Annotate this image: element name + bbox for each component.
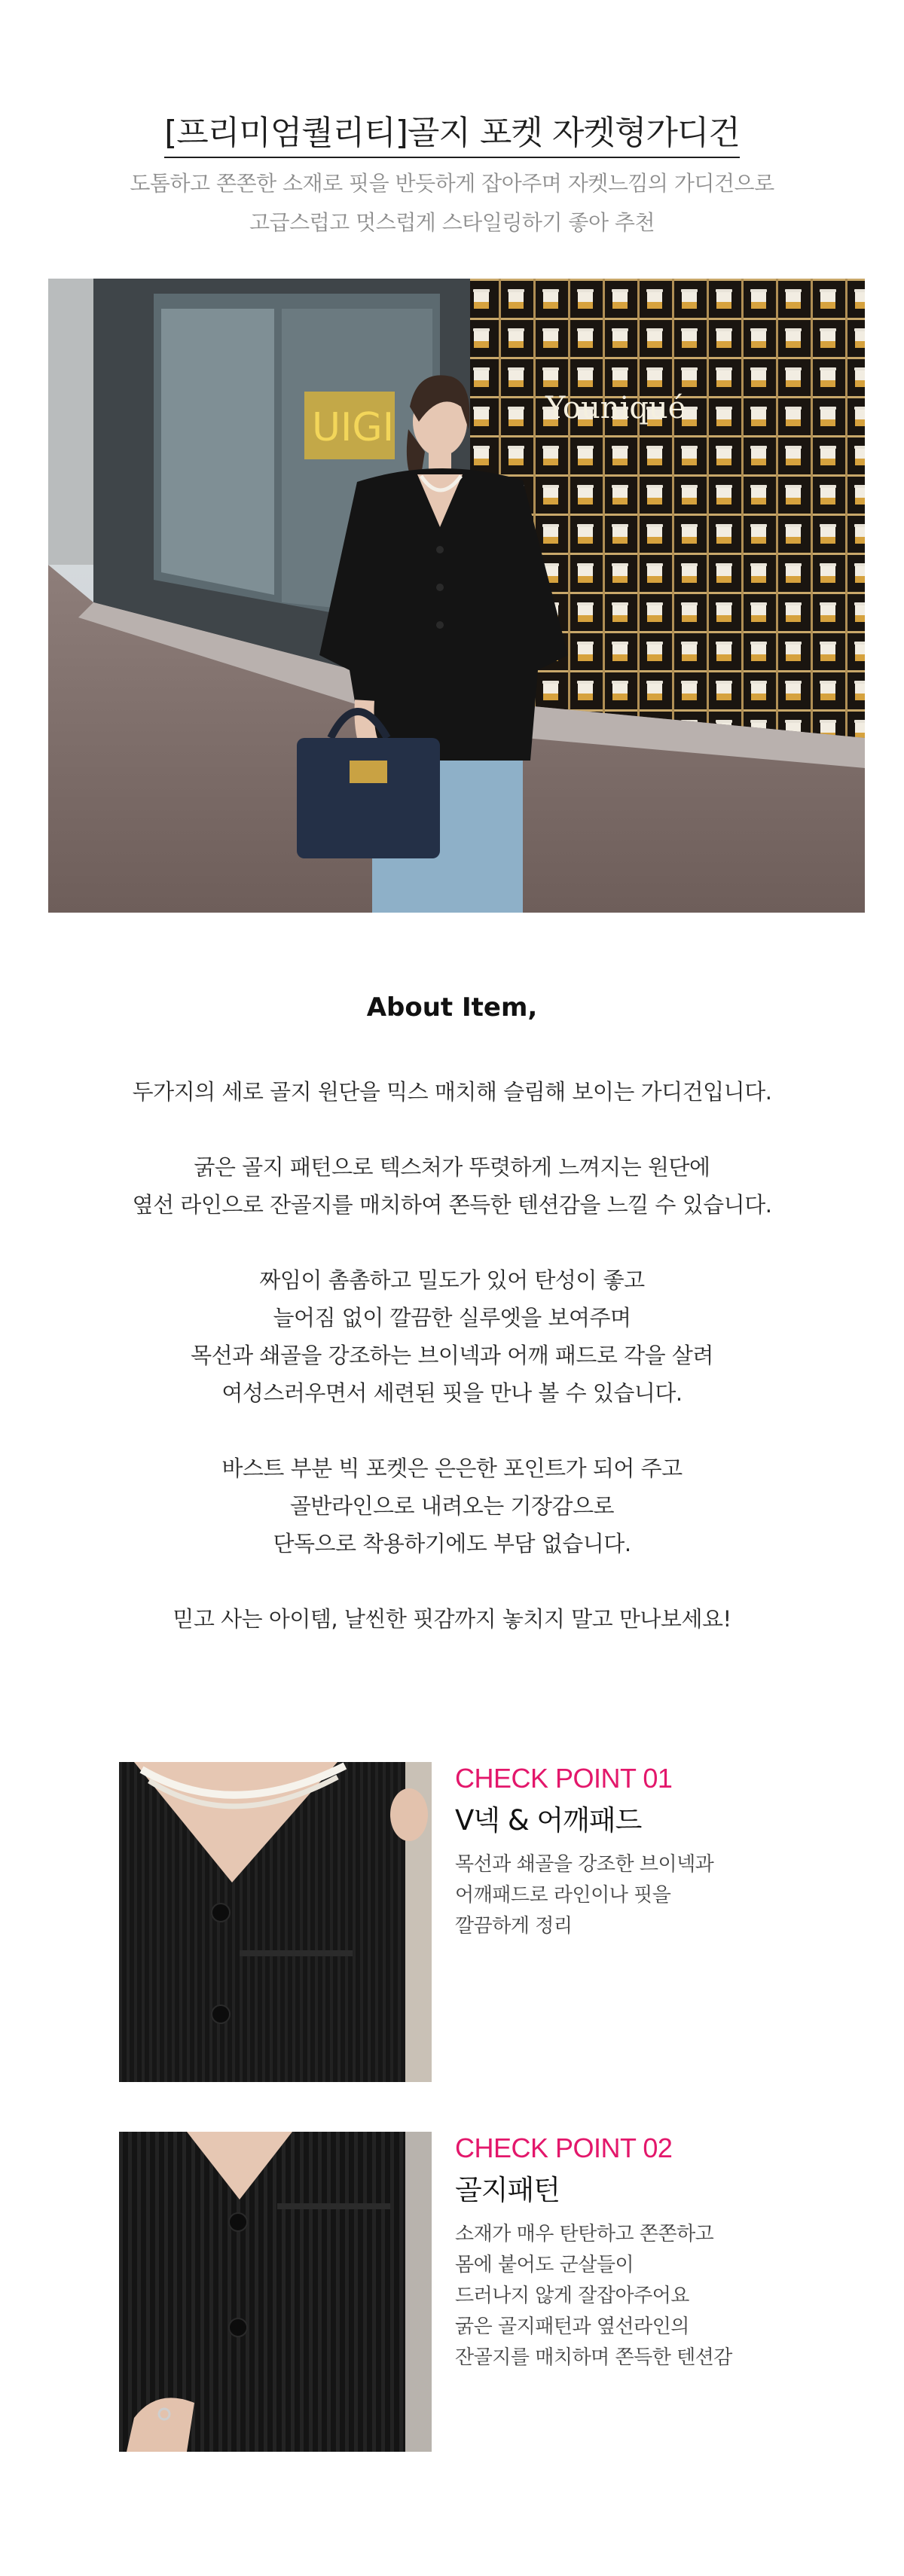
hero-photo (48, 279, 865, 913)
store-sign: Youniqué (545, 391, 686, 425)
check-point-description (455, 1849, 862, 1942)
about-line: 옆선 라인으로 잔골지를 매치하여 쫀득한 텐션감을 느낄 수 있습니다. (132, 1192, 772, 1218)
check-point-heading: 골지패턴 (455, 2174, 560, 2206)
about-paragraph (0, 1450, 904, 1562)
about-line: 굵은 골지 패턴으로 텍스처가 뚜렷하게 느껴지는 원단에 (194, 1154, 710, 1180)
about-paragraph (0, 1261, 904, 1412)
product-subtitle (0, 164, 904, 242)
about-paragraph (0, 1600, 904, 1638)
about-line: 두가지의 세로 골지 원단을 믹스 매치해 슬림해 보이는 가디건입니다. (132, 1079, 772, 1105)
about-line: 단독으로 착용하기에도 부담 없습니다. (273, 1531, 631, 1556)
product-title: [프리미엄퀄리티]골지 포켓 자켓형가디건 (164, 105, 740, 158)
about-line: 늘어짐 없이 깔끔한 실루엣을 보여주며 (273, 1305, 631, 1331)
check-point-label: CHECK POINT 01 (455, 1763, 673, 1794)
shop-window-sign: UIGI (312, 405, 395, 450)
check-point-02-image (119, 2132, 432, 2452)
check-point-heading: V넥 & 어깨패드 (455, 1804, 642, 1837)
description-line: 소재가 매우 탄탄하고 쫀쫀하고 (455, 2223, 714, 2245)
description-line: 어깨패드로 라인이나 핏을 (455, 1884, 671, 1907)
about-paragraph (0, 1073, 904, 1111)
rib-pattern-illustration (119, 2132, 432, 2452)
check-point-01-image (119, 1762, 432, 2082)
check-point-01 (119, 1762, 872, 2082)
description-line: 굵은 골지패턴과 옆선라인의 (455, 2315, 689, 2338)
description-line: 잔골지를 매치하며 쫀득한 텐션감 (455, 2346, 732, 2369)
check-point-description (455, 2219, 862, 2373)
about-line: 목선과 쇄골을 강조하는 브이넥과 어깨 패드로 각을 살려 (191, 1343, 713, 1368)
about-paragraph (0, 1148, 904, 1224)
about-line: 여성스러우면서 세련된 핏을 만나 볼 수 있습니다. (221, 1380, 683, 1406)
description-line: 깔끔하게 정리 (455, 1915, 573, 1937)
about-line: 골반라인으로 내려오는 기장감으로 (289, 1493, 615, 1519)
subtitle-line: 도톰하고 쫀쫀한 소재로 핏을 반듯하게 잡아주며 자켓느낌의 가디건으로 (130, 171, 774, 196)
about-line: 바스트 부분 빅 포켓은 은은한 포인트가 되어 주고 (221, 1456, 683, 1481)
check-point-02 (119, 2132, 872, 2452)
subtitle-line: 고급스럽고 멋스럽게 스타일링하기 좋아 추천 (249, 210, 655, 235)
check-point-label: CHECK POINT 02 (455, 2132, 673, 2163)
about-line: 믿고 사는 아이템, 날씬한 핏감까지 놓치지 말고 만나보세요! (173, 1606, 731, 1632)
description-line: 드러나지 않게 잘잡아주어요 (455, 2285, 689, 2307)
product-header (0, 105, 904, 242)
check-point-02-text (455, 2132, 862, 2373)
description-line: 몸에 붙어도 군살들이 (455, 2254, 634, 2276)
hero-photo-illustration (48, 279, 865, 913)
check-point-01-text (455, 1762, 862, 1942)
description-line: 목선과 쇄골을 강조한 브이넥과 (455, 1853, 714, 1876)
about-title: About Item, (366, 992, 538, 1023)
about-description (0, 1073, 904, 1675)
vneck-detail-illustration (119, 1762, 432, 2082)
about-line: 짜임이 촘촘하고 밀도가 있어 탄성이 좋고 (259, 1267, 645, 1293)
